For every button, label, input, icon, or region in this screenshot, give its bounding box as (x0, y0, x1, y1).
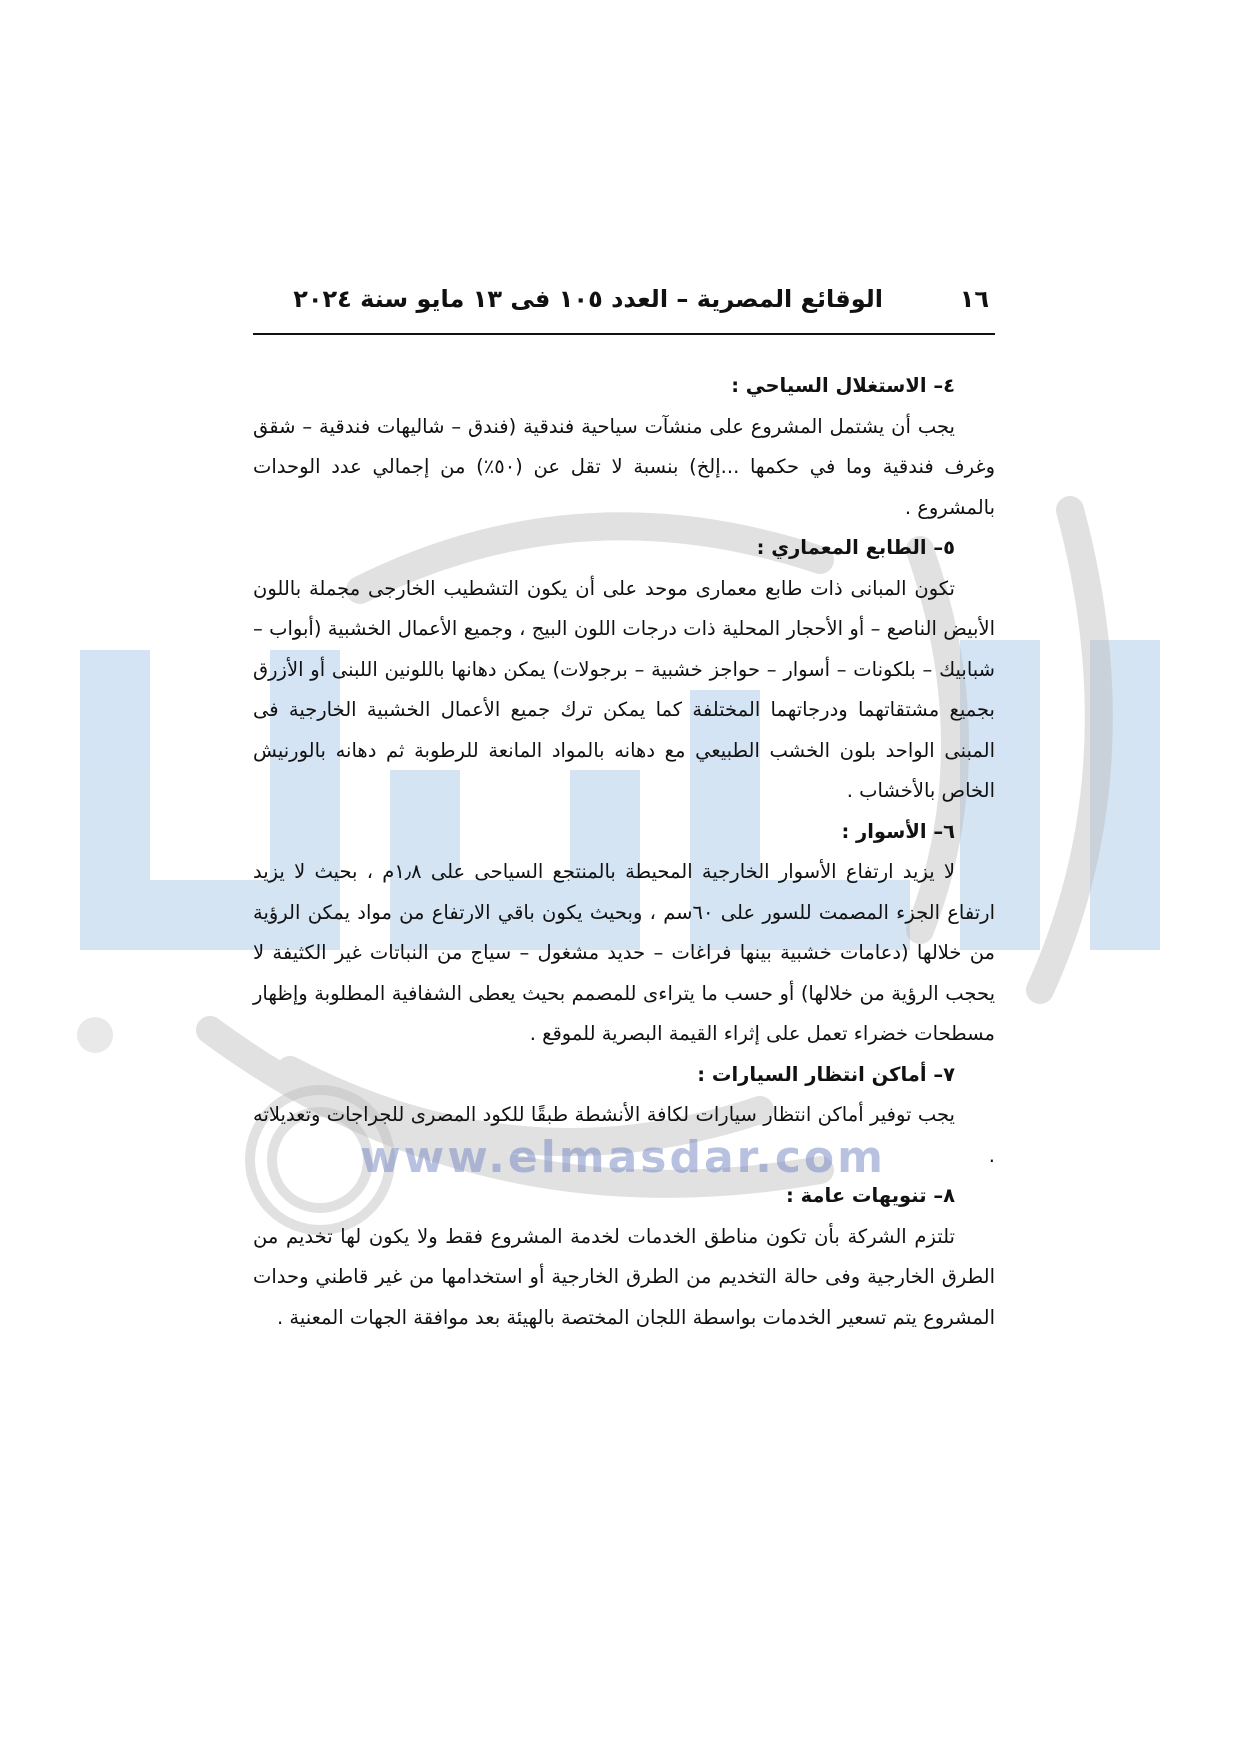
document-body (253, 366, 995, 1338)
gazette-title: الوقائع المصرية – العدد ١٠٥ فى ١٣ مايو سنة ٢٠٢٤ (293, 285, 883, 313)
section-body-parking: يجب توفير أماكن انتظار سيارات لكافة الأنشطة طبقًا للكود المصرى للجراجات وتعديلاته . (253, 1103, 995, 1167)
section-body-general-notes: تلتزم الشركة بأن تكون مناطق الخدمات لخدمة المشروع فقط ولا يكون لها تخديم من الطرق الخارجية وفى حالة التخديم من الطرق الخارجية أو استخدامها من غير قاطني وحدات المشروع يتم تسعير الخدمات بواسطة اللجان المختصة بالهيئة بعد موافقة الجهات المعنية . (253, 1224, 995, 1329)
section-body-fences: لا يزيد ارتفاع الأسوار الخارجية المحيطة بالمنتجع السياحى على ١٫٨م ، بحيث لا يزيد ارتفاع الجزء المصمت للسور على ٦٠سم ، وبحيث يكون باقي الارتفاع من مواد يمكن الرؤية من خلالها (دعامات خشبية بينها فراغات – حديد مشغول – سياج من النباتات غير الكثيفة لا يحجب الرؤية من خلالها) أو حسب ما يتراءى للمصمم بحيث يعطى الشفافية المطلوبة وإظهار مسطحات خضراء تعمل على إثراء القيمة البصرية للموقع . (253, 860, 995, 1045)
header-divider (253, 333, 995, 335)
section-body-architecture: تكون المبانى ذات طابع معمارى موحد على أن يكون التشطيب الخارجى مجملة باللون الأبيض الناصع – أو الأحجار المحلية ذات درجات اللون البيج ، وجميع الأعمال الخشبية (أبواب – شبابيك – بلكونات – أسوار – حواجز خشبية – برجولات) يمكن دهانها باللونين اللبنى أو الأزرق بجميع مشتقاتهما ودرجاتهما المختلفة كما يمكن ترك جميع الأعمال الخشبية الخارجية فى المبنى الواحد بلون الخشب الطبيعي مع دهانه بالمواد المانعة للرطوبة ثم دهانه بالورنيش الخاص بالأخشاب . (253, 576, 995, 802)
section-heading-general-notes: ٨– تنويهات عامة : (786, 1184, 955, 1207)
page-header (253, 285, 995, 333)
section-heading-architecture: ٥– الطابع المعماري : (756, 536, 955, 559)
section-heading-fences: ٦– الأسوار : (841, 819, 955, 843)
section-heading-parking: ٧– أماكن انتظار السيارات : (697, 1062, 955, 1086)
section-body-tourism: يجب أن يشتمل المشروع على منشآت سياحية فندقية (فندق – شاليهات فندقية – شقق وغرف فندقية وما في حكمها ...إلخ) بنسبة لا تقل عن (٥٠٪) من إجمالي عدد الوحدات بالمشروع . (253, 414, 995, 519)
watermark-url: www.elmasdar.com (360, 1132, 886, 1183)
section-heading-tourism: ٤– الاستغلال السياحي : (731, 374, 955, 397)
page-number: ١٦ (959, 285, 989, 313)
